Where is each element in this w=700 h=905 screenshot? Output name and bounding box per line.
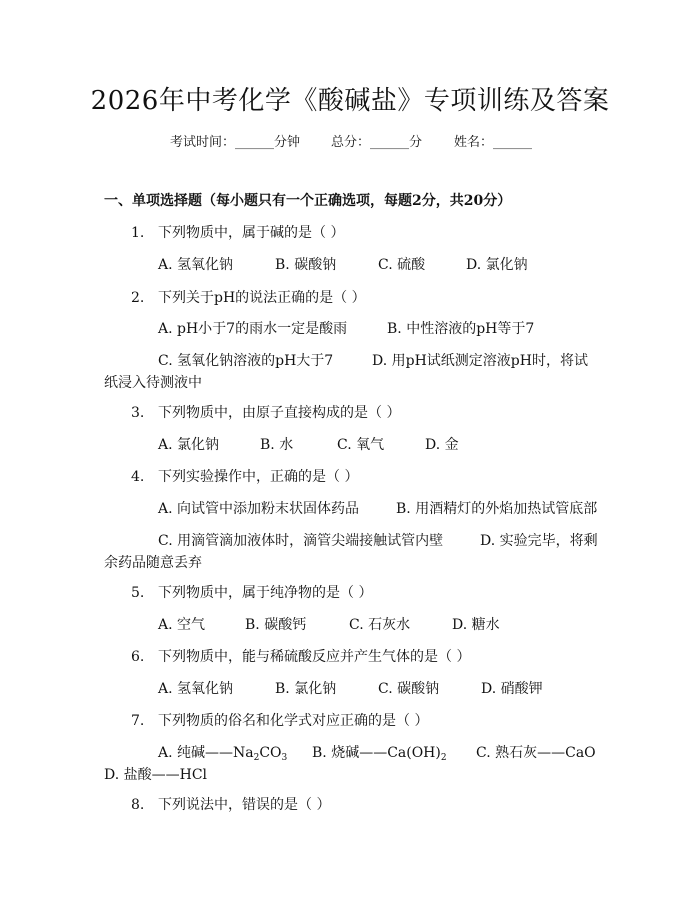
question-stem: 下列关于pH的说法正确的是（ ） xyxy=(158,290,366,306)
option-d: D. 盐酸——HCl xyxy=(104,767,208,783)
option-b xyxy=(312,744,447,762)
option-c: C. 氢氧化钠溶液的pH大于7 xyxy=(158,353,334,369)
option-c: C. 氧气 xyxy=(337,437,385,453)
option-a xyxy=(158,744,287,762)
subscript: 3 xyxy=(281,753,288,763)
option-a: A. 向试管中添加粉末状固体药品 xyxy=(158,501,360,517)
option-d-continued: 余药品随意丢弃 xyxy=(104,555,202,571)
option-b: B. 中性溶液的pH等于7 xyxy=(387,321,535,337)
option-d: D. 金 xyxy=(425,437,459,453)
option-a-text: A. 纯碱——Na xyxy=(158,745,254,761)
exam-time-field: 考试时间：______分钟 xyxy=(170,135,301,150)
option-b: B. 用酒精灯的外焰加热试管底部 xyxy=(396,501,598,517)
option-b-text: B. 烧碱——Ca(OH) xyxy=(312,745,441,761)
option-a: A. 氢氧化钠 xyxy=(158,681,234,697)
option-b: B. 碳酸钠 xyxy=(275,257,337,273)
option-d: D. 氯化钠 xyxy=(466,257,528,273)
page-title: 2026年中考化学《酸碱盐》专项训练及答案 xyxy=(90,86,610,116)
question-number: 2. xyxy=(131,290,145,306)
question-stem: 下列物质中，由原子直接构成的是（ ） xyxy=(158,405,401,421)
option-d: D. 糖水 xyxy=(452,617,500,633)
option-b: B. 碳酸钙 xyxy=(245,617,307,633)
question-stem: 下列实验操作中，正确的是（ ） xyxy=(158,469,359,485)
option-a: A. pH小于7的雨水一定是酸雨 xyxy=(158,321,348,337)
question-number: 6. xyxy=(131,649,145,665)
option-c: C. 用滴管滴加液体时，滴管尖端接触试管内壁 xyxy=(158,533,444,549)
question-number: 5. xyxy=(131,585,145,601)
question-stem: 下列物质中，能与稀硫酸反应并产生气体的是（ ） xyxy=(158,649,471,665)
question-number: 4. xyxy=(131,469,145,485)
option-c: C. 碳酸钠 xyxy=(378,681,440,697)
option-c: C. 石灰水 xyxy=(349,617,411,633)
option-d: D. 硝酸钾 xyxy=(481,681,543,697)
option-a: A. 氢氧化钠 xyxy=(158,257,234,273)
option-a: A. 氯化钠 xyxy=(158,437,220,453)
option-b: B. 氯化钠 xyxy=(275,681,337,697)
option-d-continued: 纸浸入待测液中 xyxy=(104,375,202,391)
name-field: 姓名：______ xyxy=(454,135,533,150)
question-stem: 下列说法中，错误的是（ ） xyxy=(158,797,331,813)
subscript: 2 xyxy=(440,753,447,763)
option-d: D. 用pH试纸测定溶液pH时，将试 xyxy=(372,353,588,369)
section-heading: 一、单项选择题（每小题只有一个正确选项，每题2分，共20分） xyxy=(104,193,512,209)
option-c: C. 熟石灰——CaO xyxy=(476,745,596,761)
option-b: B. 水 xyxy=(260,437,294,453)
question-stem: 下列物质的俗名和化学式对应正确的是（ ） xyxy=(158,713,429,729)
option-a-text: CO xyxy=(259,745,282,761)
subscript: 2 xyxy=(253,753,260,763)
question-number: 3. xyxy=(131,405,145,421)
question-stem: 下列物质中，属于纯净物的是（ ） xyxy=(158,585,373,601)
total-score-field: 总分：______分 xyxy=(331,135,423,150)
option-a: A. 空气 xyxy=(158,617,206,633)
question-number: 1. xyxy=(131,225,145,241)
question-number: 7. xyxy=(131,713,145,729)
option-c: C. 硫酸 xyxy=(378,257,426,273)
question-number: 8. xyxy=(131,797,145,813)
question-stem: 下列物质中，属于碱的是（ ） xyxy=(158,225,345,241)
option-d: D. 实验完毕，将剩 xyxy=(480,533,598,549)
